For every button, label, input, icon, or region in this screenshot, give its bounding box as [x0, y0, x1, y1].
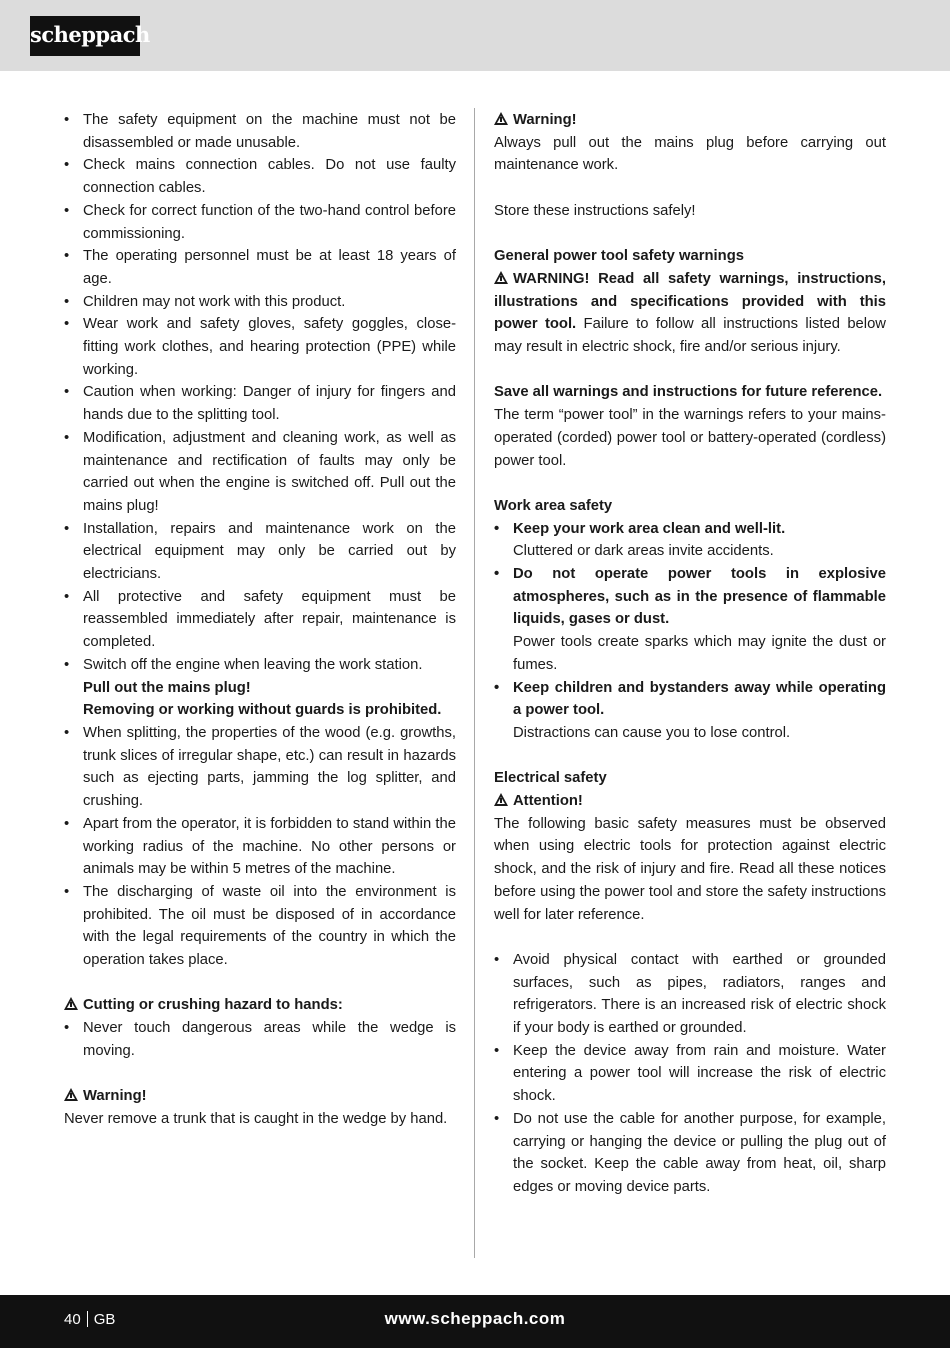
- list-item: • Check for correct function of the two-hand control before commissioning.: [64, 200, 456, 245]
- warning-icon: [494, 793, 508, 806]
- list-item: • Avoid physical contact with earthed or grounded surfaces, such as pipes, radiators, ranges and refrigerators. There is an increased risk of electric shock if your body is earthed or grounded.: [494, 949, 886, 1040]
- page-header: [0, 0, 950, 71]
- list-item: • The discharging of waste oil into the environment is prohibited. The oil must be disposed of in accordance with the legal requirements of the country in which the operation takes place.: [64, 881, 456, 972]
- list-item: • Children may not work with this product.: [64, 291, 456, 314]
- warning-heading: Warning!: [64, 1085, 456, 1108]
- attention-heading: Attention!: [494, 790, 886, 813]
- list-item: • Keep children and bystanders away while operating a power tool. Distractions can cause you to lose control.: [494, 677, 886, 745]
- list-item: • Keep your work area clean and well-lit. Cluttered or dark areas invite accidents.: [494, 518, 886, 563]
- page-footer: [0, 1295, 950, 1348]
- electrical-list: [494, 949, 886, 1199]
- list-item: • All protective and safety equipment must be reassembled immediately after repair, maintenance is completed.: [64, 586, 456, 654]
- list-item: • Do not operate power tools in explosive atmospheres, such as in the presence of flammable liquids, gases or dust. Power tools create sparks which may ignite the dust or fumes.: [494, 563, 886, 677]
- list-item: • The safety equipment on the machine must not be disassembled or made unusable.: [64, 109, 456, 154]
- store-instructions: Store these instructions safely!: [494, 202, 696, 219]
- pull-plug-notice: Pull out the mains plug!: [83, 679, 251, 696]
- cutting-hazard-heading: Cutting or crushing hazard to hands:: [64, 994, 456, 1017]
- warning-icon: [64, 997, 78, 1010]
- general-warning: WARNING! Read all safety warnings, instructions, illustrations and specifications provided with this power tool. Failure to follow all instructions listed below may result in electric shock, fire and/or serious injury.: [494, 270, 886, 355]
- warning-icon: [64, 1088, 78, 1101]
- list-item: • Keep the device away from rain and moisture. Water entering a power tool will increase the risk of electric shock.: [494, 1040, 886, 1108]
- work-area-heading: Work area safety: [494, 497, 613, 514]
- guards-notice: Removing or working without guards is prohibited.: [83, 702, 442, 719]
- scheppach-logo: scheppach: [30, 16, 140, 56]
- warning-heading: Warning!: [494, 109, 886, 132]
- save-warnings: Save all warnings and instructions for future reference.: [494, 384, 883, 401]
- work-area-list: [494, 518, 886, 745]
- warning-text: Never remove a trunk that is caught in the wedge by hand.: [64, 1110, 448, 1127]
- list-item: • Installation, repairs and maintenance work on the electrical equipment may only be carried out by electricians.: [64, 518, 456, 586]
- electrical-heading: Electrical safety: [494, 770, 607, 787]
- list-item: • Modification, adjustment and cleaning work, as well as maintenance and rectification of faults may only be carried out when the engine is switched off. Pull out the mains plug!: [64, 427, 456, 518]
- list-item: • When splitting, the properties of the wood (e.g. growths, trunk slices of irregular shape, etc.) can result in hazards such as ejecting parts, jamming the log splitter, and crushing.: [64, 722, 456, 813]
- warning-text: Always pull out the mains plug before carrying out maintenance work.: [494, 134, 886, 174]
- list-item: • Do not use the cable for another purpose, for example, carrying or hanging the device or pulling the plug out of the socket. Keep the cable away from heat, oil, sharp edges or moving device parts.: [494, 1108, 886, 1199]
- list-item: • Wear work and safety gloves, safety goggles, close-fitting work clothes, and hearing protection (PPE) while working.: [64, 313, 456, 381]
- list-item: • The operating personnel must be at least 18 years of age.: [64, 245, 456, 290]
- column-divider: [474, 108, 475, 1258]
- electrical-text: The following basic safety measures must be observed when using electric tools for protection against electric shock, and the risk of injury and fire. Read all these notices before using the power tool and store the safety instructions well for later reference.: [494, 815, 886, 923]
- warning-icon: [494, 112, 508, 125]
- list-item: • Apart from the operator, it is forbidden to stand within the working radius of the machine. No other persons or animals may be within 5 metres of the machine.: [64, 813, 456, 881]
- page-number: 40 GB: [64, 1311, 116, 1328]
- safety-list: [64, 109, 456, 972]
- list-item: • Never touch dangerous areas while the wedge is moving.: [64, 1017, 456, 1062]
- list-item: • Caution when working: Danger of injury for fingers and hands due to the splitting tool.: [64, 381, 456, 426]
- website-link[interactable]: www.scheppach.com: [384, 1309, 566, 1328]
- list-item: • Check mains connection cables. Do not use faulty connection cables.: [64, 154, 456, 199]
- list-item-switch-off: [64, 654, 456, 722]
- warning-icon: [494, 271, 508, 284]
- general-heading: General power tool safety warnings: [494, 248, 744, 265]
- power-tool-term: The term “power tool” in the warnings refers to your mains-operated (corded) power tool or battery-operated (cordless) power tool.: [494, 407, 886, 469]
- right-column: [494, 109, 886, 1199]
- switch-off-text: • Switch off the engine when leaving the work station.: [83, 656, 423, 673]
- left-column: [64, 109, 456, 1131]
